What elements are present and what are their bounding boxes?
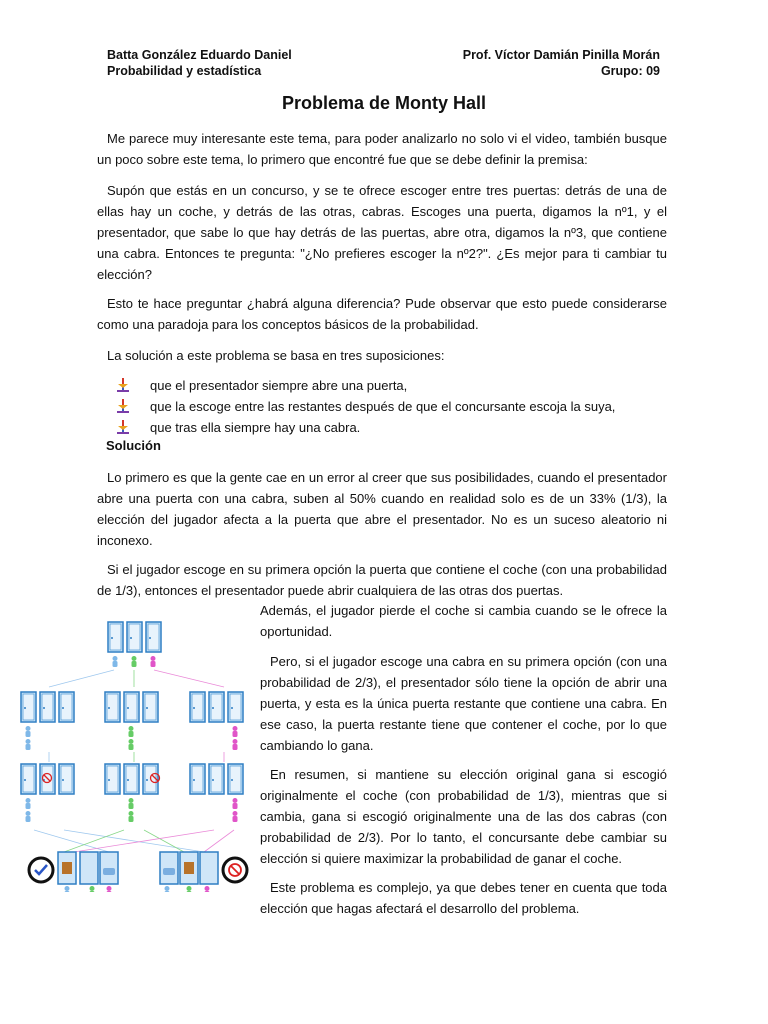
paragraph-conclusion: Este problema es complejo, ya que debes tener en cuenta que toda elección que hagas afectará el desarrollo del problema. [260,880,667,916]
monty-hall-tree-diagram [14,612,256,892]
paragraph-goat-choice: Pero, si el jugador escoge una cabra en su primera opción (con una probabilidad de 2/3), el presentador sólo tiene la opción de abrir una puerta, y esta es la única puerta restante que contiene una cabra. En ese caso, la puerta restante tiene que contener el coche, por lo que cambiando lo gana. [260,654,667,753]
outcome-stay [29,852,118,892]
page-title: Problema de Monty Hall [281,93,487,113]
bullet-arrow-icon [116,420,130,434]
paragraph-car-loss: Además, el jugador pierde el coche si cambia cuando se le ofrece la oportunidad. [260,603,667,639]
course-name: Probabilidad y estadística [107,64,262,78]
host-opens-doors [21,764,243,822]
bullet-text: que la escoge entre las restantes después de que el concursante escoja la suya, [150,399,616,414]
bullet-item [116,396,615,417]
first-choice-doors [21,692,243,750]
paragraph-car-choice: Si el jugador escoge en su primera opción la puerta que contiene el coche (con una probabilidad de 1/3), entonces el presentador puede abrir cualquiera de las otras dos puertas. [97,562,667,598]
group-label: Grupo: 09 [600,64,660,78]
paragraph-misconception: Lo primero es que la gente cae en un error al creer que sus posibilidades, cuando el presentador abre una puerta con una cabra, suben al 50% cuando en realidad solo es de un 33% (1/3), la elección del jugador afecta a la puerta que abre el presentador. No es un suceso aleatorio ni inconexo. [97,470,667,548]
header-right [463,47,660,79]
paragraph-summary: En resumen, si mantiene su elección original gana si escogió originalmente el coche (con probabilidad de 1/3), mientras que si cambia, gana si escogió originalmente una de las dos cabras (con probabilidad de 2/3). Por lo tanto, el concursante debe cambiar su elección si quiere maximizar la probabilidad de ganar el coche. [260,767,667,866]
professor-name: Prof. Víctor Damián Pinilla Morán [462,48,660,62]
paragraph-premise: Supón que estás en un concurso, y se te ofrece escoger entre tres puertas: detrás de una de ellas hay un coche, y detrás de las otras, cabras. Escoges una puerta, digamos la nº1, y el presentador, que sabe lo que hay detrás de las puertas, abre otra, digamos la nº3, que contiene una cabra. Entonces te pregunta: "¿No prefieres escoger la nº2?". ¿Es mejor para ti cambiar tu elección? [97,183,667,282]
bullet-arrow-icon [116,378,130,392]
solution-heading: Solución [106,438,161,453]
paragraph-intro: Me parece muy interesante este tema, para poder analizarlo no solo vi el video, también busque un poco sobre este tema, lo primero que encontré fue que se debe definir la premisa: [97,131,667,167]
bullet-text: que el presentador siempre abre una puerta, [150,378,408,393]
bullet-item [116,417,360,438]
outcome-switch [160,852,247,892]
bullet-arrow-icon [116,399,130,413]
bullet-text: que tras ella siempre hay una cabra. [150,420,361,435]
initial-doors [108,622,161,667]
bullet-item [116,375,407,396]
header-left [107,47,292,79]
paragraph-assumptions-intro: La solución a este problema se basa en tres suposiciones: [107,348,445,363]
paragraph-question: Esto te hace preguntar ¿habrá alguna diferencia? Pude observar que esto puede considerarse como una paradoja para los conceptos básicos de la probabilidad. [97,296,667,332]
author-name: Batta González Eduardo Daniel [107,48,292,62]
